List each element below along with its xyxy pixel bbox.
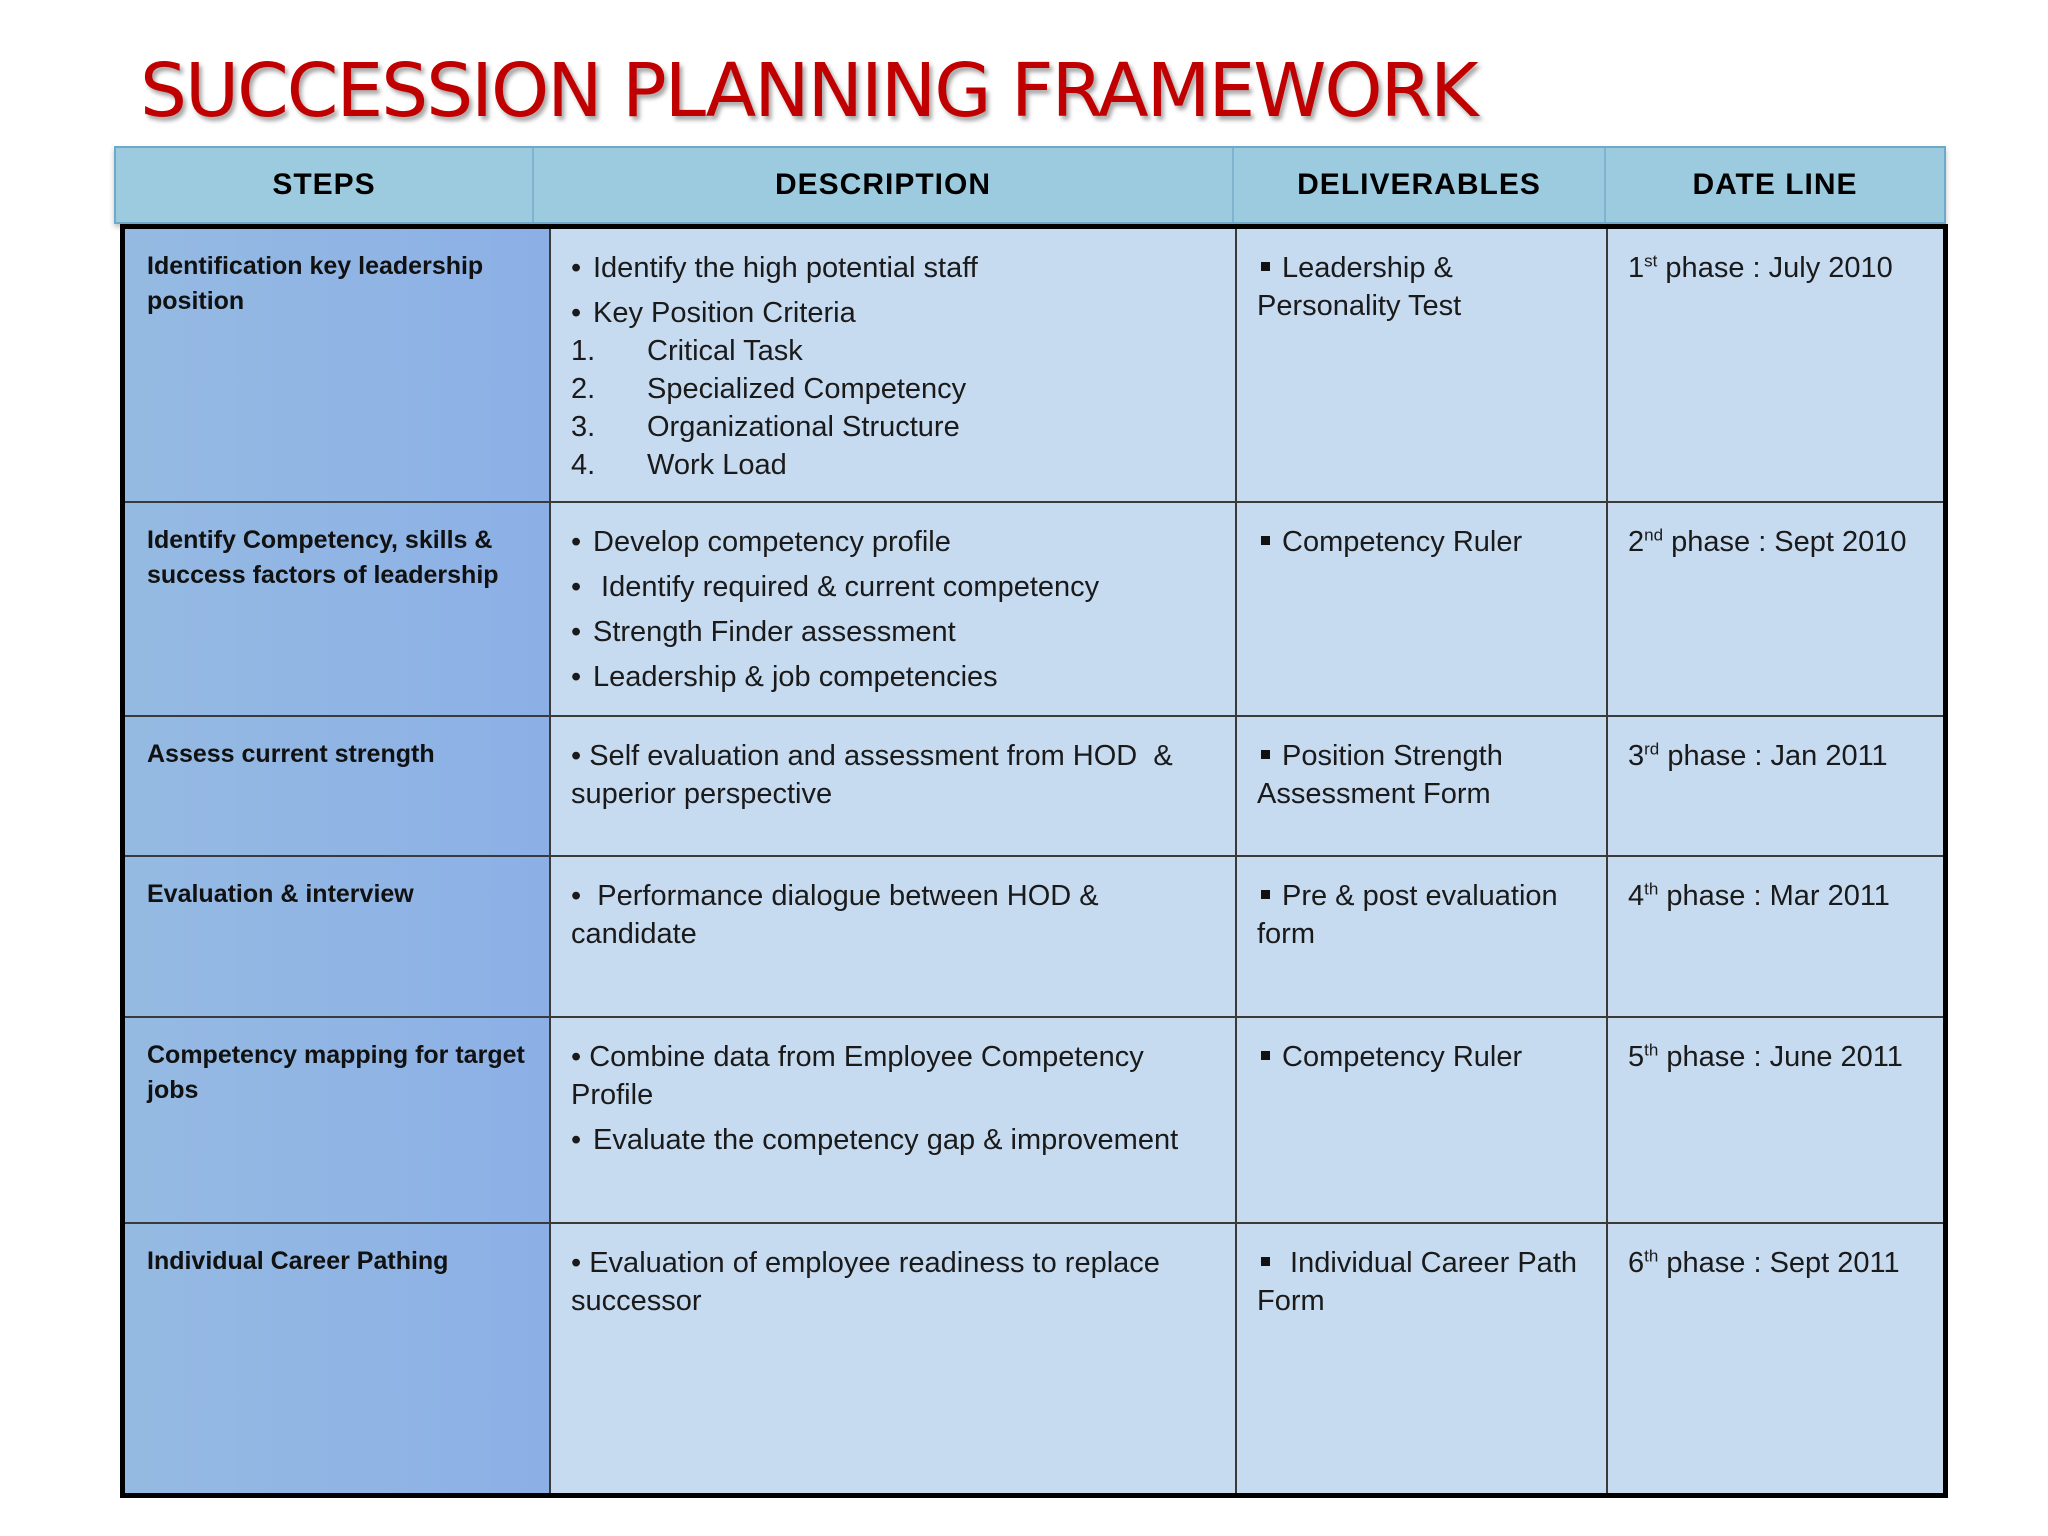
step-cell: Individual Career Pathing	[125, 1224, 551, 1493]
bullet-icon: •	[571, 571, 582, 603]
list-item: • Evaluate the competency gap & improvement	[571, 1121, 1215, 1159]
table-row	[125, 717, 1943, 857]
date-cell: 2nd phase : Sept 2010	[1628, 525, 1907, 558]
deliverable-cell: Individual Career Path Form	[1237, 1224, 1608, 1493]
numbered-item: 1. Critical Task	[571, 335, 803, 367]
bullet-icon: •	[571, 1247, 590, 1279]
square-bullet-icon	[1261, 1051, 1270, 1060]
table-header	[114, 146, 1946, 224]
header-description: DESCRIPTION	[534, 148, 1234, 222]
deliverable-cell: Competency Ruler	[1237, 503, 1608, 715]
step-cell: Assess current strength	[125, 717, 551, 855]
list-item: • Self evaluation and assessment from HOD & superior perspective	[571, 740, 1181, 810]
description-cell	[551, 857, 1237, 1016]
framework-table	[120, 224, 1948, 1498]
list-item: • Develop competency profile	[571, 523, 1215, 561]
list-item: • Leadership & job competencies	[571, 658, 1215, 696]
list-item: • Combine data from Employee Competency Profile	[571, 1041, 1144, 1111]
list-item: • Identify required & current competency	[571, 568, 1215, 606]
header-date-line: DATE LINE	[1692, 168, 1858, 201]
square-bullet-icon	[1261, 1257, 1270, 1266]
square-bullet-icon	[1261, 750, 1270, 759]
header-steps: STEPS	[116, 148, 534, 222]
table-row	[125, 503, 1943, 717]
bullet-icon: •	[571, 252, 582, 284]
description-cell	[551, 717, 1237, 855]
bullet-icon: •	[571, 880, 590, 912]
step-cell: Competency mapping for target jobs	[125, 1018, 551, 1222]
step-cell: Identify Competency, skills & success factors of leadership	[125, 503, 551, 715]
date-cell: 4th phase : Mar 2011	[1628, 879, 1890, 912]
square-bullet-icon	[1261, 536, 1270, 545]
square-bullet-icon	[1261, 890, 1270, 899]
table-row	[125, 1018, 1943, 1224]
numbered-item: 3. Organizational Structure	[571, 411, 960, 443]
table-row	[125, 229, 1943, 503]
deliverable-cell: Leadership & Personality Test	[1237, 229, 1608, 501]
step-cell: Identification key leadership position	[125, 229, 551, 501]
list-item: • Key Position Criteria	[571, 294, 1215, 332]
step-cell: Evaluation & interview	[125, 857, 551, 1016]
deliverable-cell: Competency Ruler	[1237, 1018, 1608, 1222]
header-deliverables: DELIVERABLES	[1234, 148, 1606, 222]
list-item: • Performance dialogue between HOD & candidate	[571, 880, 1107, 950]
bullet-icon: •	[571, 740, 590, 772]
page-title: SUCCESSION PLANNING FRAMEWORK	[140, 48, 1477, 134]
deliverable-cell: Position Strength Assessment Form	[1237, 717, 1608, 855]
table-row	[125, 857, 1943, 1018]
numbered-item: 4. Work Load	[571, 449, 787, 481]
list-item: • Identify the high potential staff	[571, 249, 1215, 287]
description-cell	[551, 503, 1237, 715]
list-item: • Evaluation of employee readiness to replace successor	[571, 1247, 1160, 1317]
bullet-icon: •	[571, 526, 582, 558]
numbered-item: 2. Specialized Competency	[571, 373, 967, 405]
date-cell: 3rd phase : Jan 2011	[1628, 739, 1888, 772]
date-cell: 1st phase : July 2010	[1628, 251, 1893, 284]
date-cell: 6th phase : Sept 2011	[1628, 1246, 1900, 1279]
description-cell	[551, 1018, 1237, 1222]
bullet-icon: •	[571, 297, 582, 329]
bullet-icon: •	[571, 661, 582, 693]
bullet-icon: •	[571, 616, 582, 648]
bullet-icon: •	[571, 1124, 582, 1156]
list-item: • Strength Finder assessment	[571, 613, 1215, 651]
table-row	[125, 1224, 1943, 1493]
date-cell: 5th phase : June 2011	[1628, 1040, 1903, 1073]
bullet-icon: •	[571, 1041, 590, 1073]
description-cell	[551, 229, 1237, 501]
description-cell	[551, 1224, 1237, 1493]
deliverable-cell: Pre & post evaluation form	[1237, 857, 1608, 1016]
square-bullet-icon	[1261, 262, 1270, 271]
